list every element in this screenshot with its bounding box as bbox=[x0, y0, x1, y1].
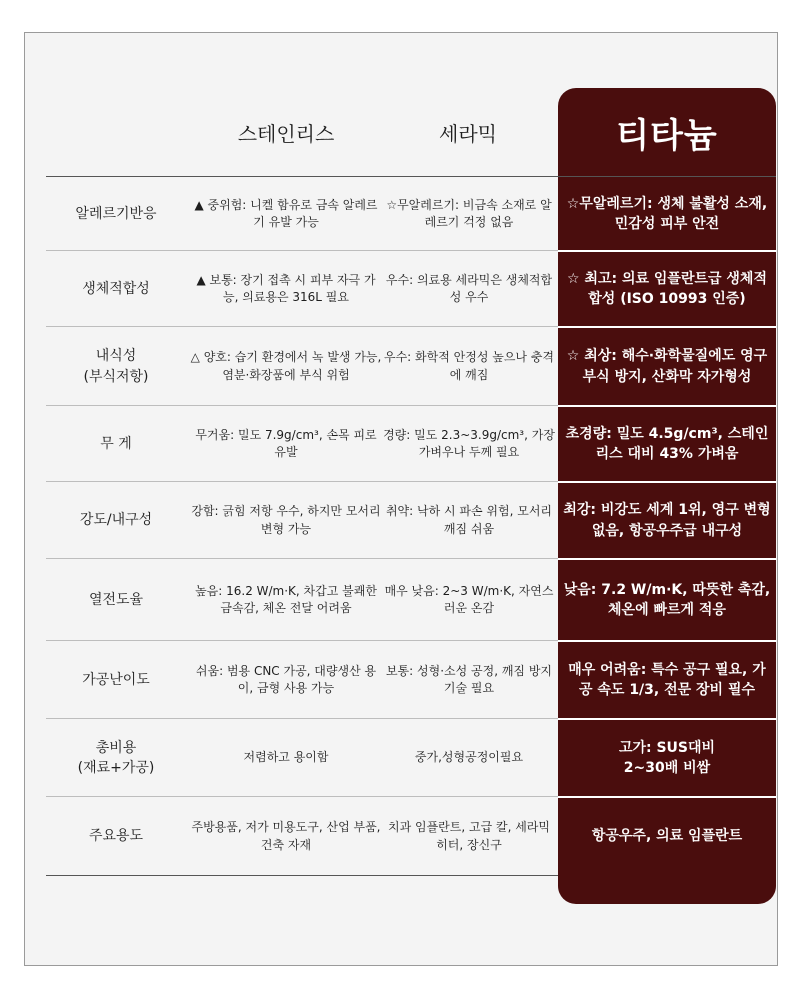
stainless-cell: △ 양호: 습기 환경에서 녹 발생 가능, 염분·화장품에 부식 위험 bbox=[190, 350, 382, 382]
table-row bbox=[46, 718, 776, 797]
row-label: 알레르기반응 bbox=[75, 205, 157, 222]
row-label: 내식성 (부식저항) bbox=[83, 348, 149, 385]
ceramic-cell: 보통: 성형·소성 공정, 깨짐 방지 기술 필요 bbox=[385, 663, 553, 695]
titanium-cell: 매우 어려움: 특수 공구 필요, 가공 속도 1/3, 전문 장비 필수 bbox=[568, 661, 766, 698]
table-row bbox=[46, 176, 776, 251]
titanium-cell: 초경량: 밀도 4.5g/cm³, 스테인리스 대비 43% 가벼움 bbox=[565, 425, 769, 462]
header-ceramic: 세라믹 bbox=[439, 121, 497, 146]
stainless-cell: ▲ 중위험: 니켈 함유로 금속 알레르기 유발 가능 bbox=[194, 197, 378, 229]
ceramic-cell: 치과 임플란트, 고급 칼, 세라믹 히터, 장신구 bbox=[388, 820, 550, 852]
row-label: 주요용도 bbox=[88, 828, 144, 845]
table-row bbox=[46, 481, 776, 559]
ceramic-cell: ☆무알레르기: 비금속 소재로 알레르기 걱정 없음 bbox=[386, 197, 552, 229]
table-bottom-rule bbox=[46, 875, 558, 876]
stainless-cell: 높음: 16.2 W/m·K, 차갑고 불쾌한 금속감, 체온 전달 어려움 bbox=[195, 583, 377, 615]
titanium-cell: 항공우주, 의료 임플란트 bbox=[591, 828, 743, 845]
row-label: 강도/내구성 bbox=[79, 512, 153, 529]
stainless-cell: 저렴하고 용이함 bbox=[243, 750, 329, 765]
titanium-cell: 낮음: 7.2 W/m·K, 따뜻한 촉감, 체온에 빠르게 적응 bbox=[563, 581, 771, 618]
ceramic-cell: 우수: 화학적 안정성 높으나 충격에 깨짐 bbox=[384, 350, 554, 382]
ceramic-cell: 매우 낮음: 2~3 W/m·K, 자연스러운 온감 bbox=[384, 583, 554, 615]
ceramic-cell: 취약: 낙하 시 파손 위험, 모서리 깨짐 쉬움 bbox=[385, 504, 553, 536]
stainless-cell: 쉬움: 범용 CNC 가공, 대량생산 용이, 금형 사용 가능 bbox=[195, 663, 377, 695]
titanium-cell: ☆무알레르기: 생체 불활성 소재, 민감성 피부 안전 bbox=[566, 195, 768, 232]
stainless-cell: ▲ 보통: 장기 접촉 시 피부 자극 가능, 의료용은 316L 필요 bbox=[196, 272, 376, 304]
stainless-cell: 강함: 긁힘 저항 우수, 하지만 모서리 변형 가능 bbox=[191, 504, 381, 536]
titanium-cell: 고가: SUS대비 2~30배 비쌈 bbox=[618, 739, 716, 776]
ceramic-cell: 경량: 밀도 2.3~3.9g/cm³, 가장 가벼우나 두께 필요 bbox=[383, 427, 555, 459]
header-stainless: 스테인리스 bbox=[237, 121, 335, 146]
table-row bbox=[46, 250, 776, 327]
table-row bbox=[46, 405, 776, 482]
titanium-cell: ☆ 최상: 해수·화학물질에도 영구 부식 방지, 산화막 자가형성 bbox=[566, 348, 768, 385]
table-row bbox=[46, 558, 776, 641]
row-label: 열전도율 bbox=[88, 591, 144, 608]
stainless-cell: 무거움: 밀도 7.9g/cm³, 손목 피로 유발 bbox=[195, 427, 377, 459]
titanium-cell: ☆ 최고: 의료 임플란트급 생체적합성 (ISO 10993 인증) bbox=[567, 270, 767, 307]
ceramic-cell: 우수: 의료용 세라믹은 생체적합성 우수 bbox=[385, 272, 553, 304]
header-titanium: 티타늄 bbox=[616, 115, 718, 156]
ceramic-cell: 중가,성형공정이필요 bbox=[414, 750, 524, 765]
stainless-cell: 주방용품, 저가 미용도구, 산업 부품, 건축 자재 bbox=[191, 820, 381, 852]
titanium-cell: 최강: 비강도 세계 1위, 영구 변형 없음, 항공우주급 내구성 bbox=[563, 502, 771, 539]
row-label: 총비용 (재료+가공) bbox=[77, 739, 155, 776]
table-row bbox=[46, 796, 776, 876]
row-label: 생체적합성 bbox=[82, 280, 150, 297]
table-row bbox=[46, 640, 776, 719]
row-label: 무 게 bbox=[100, 435, 132, 452]
table-row bbox=[46, 326, 776, 406]
row-label: 가공난이도 bbox=[82, 671, 150, 688]
